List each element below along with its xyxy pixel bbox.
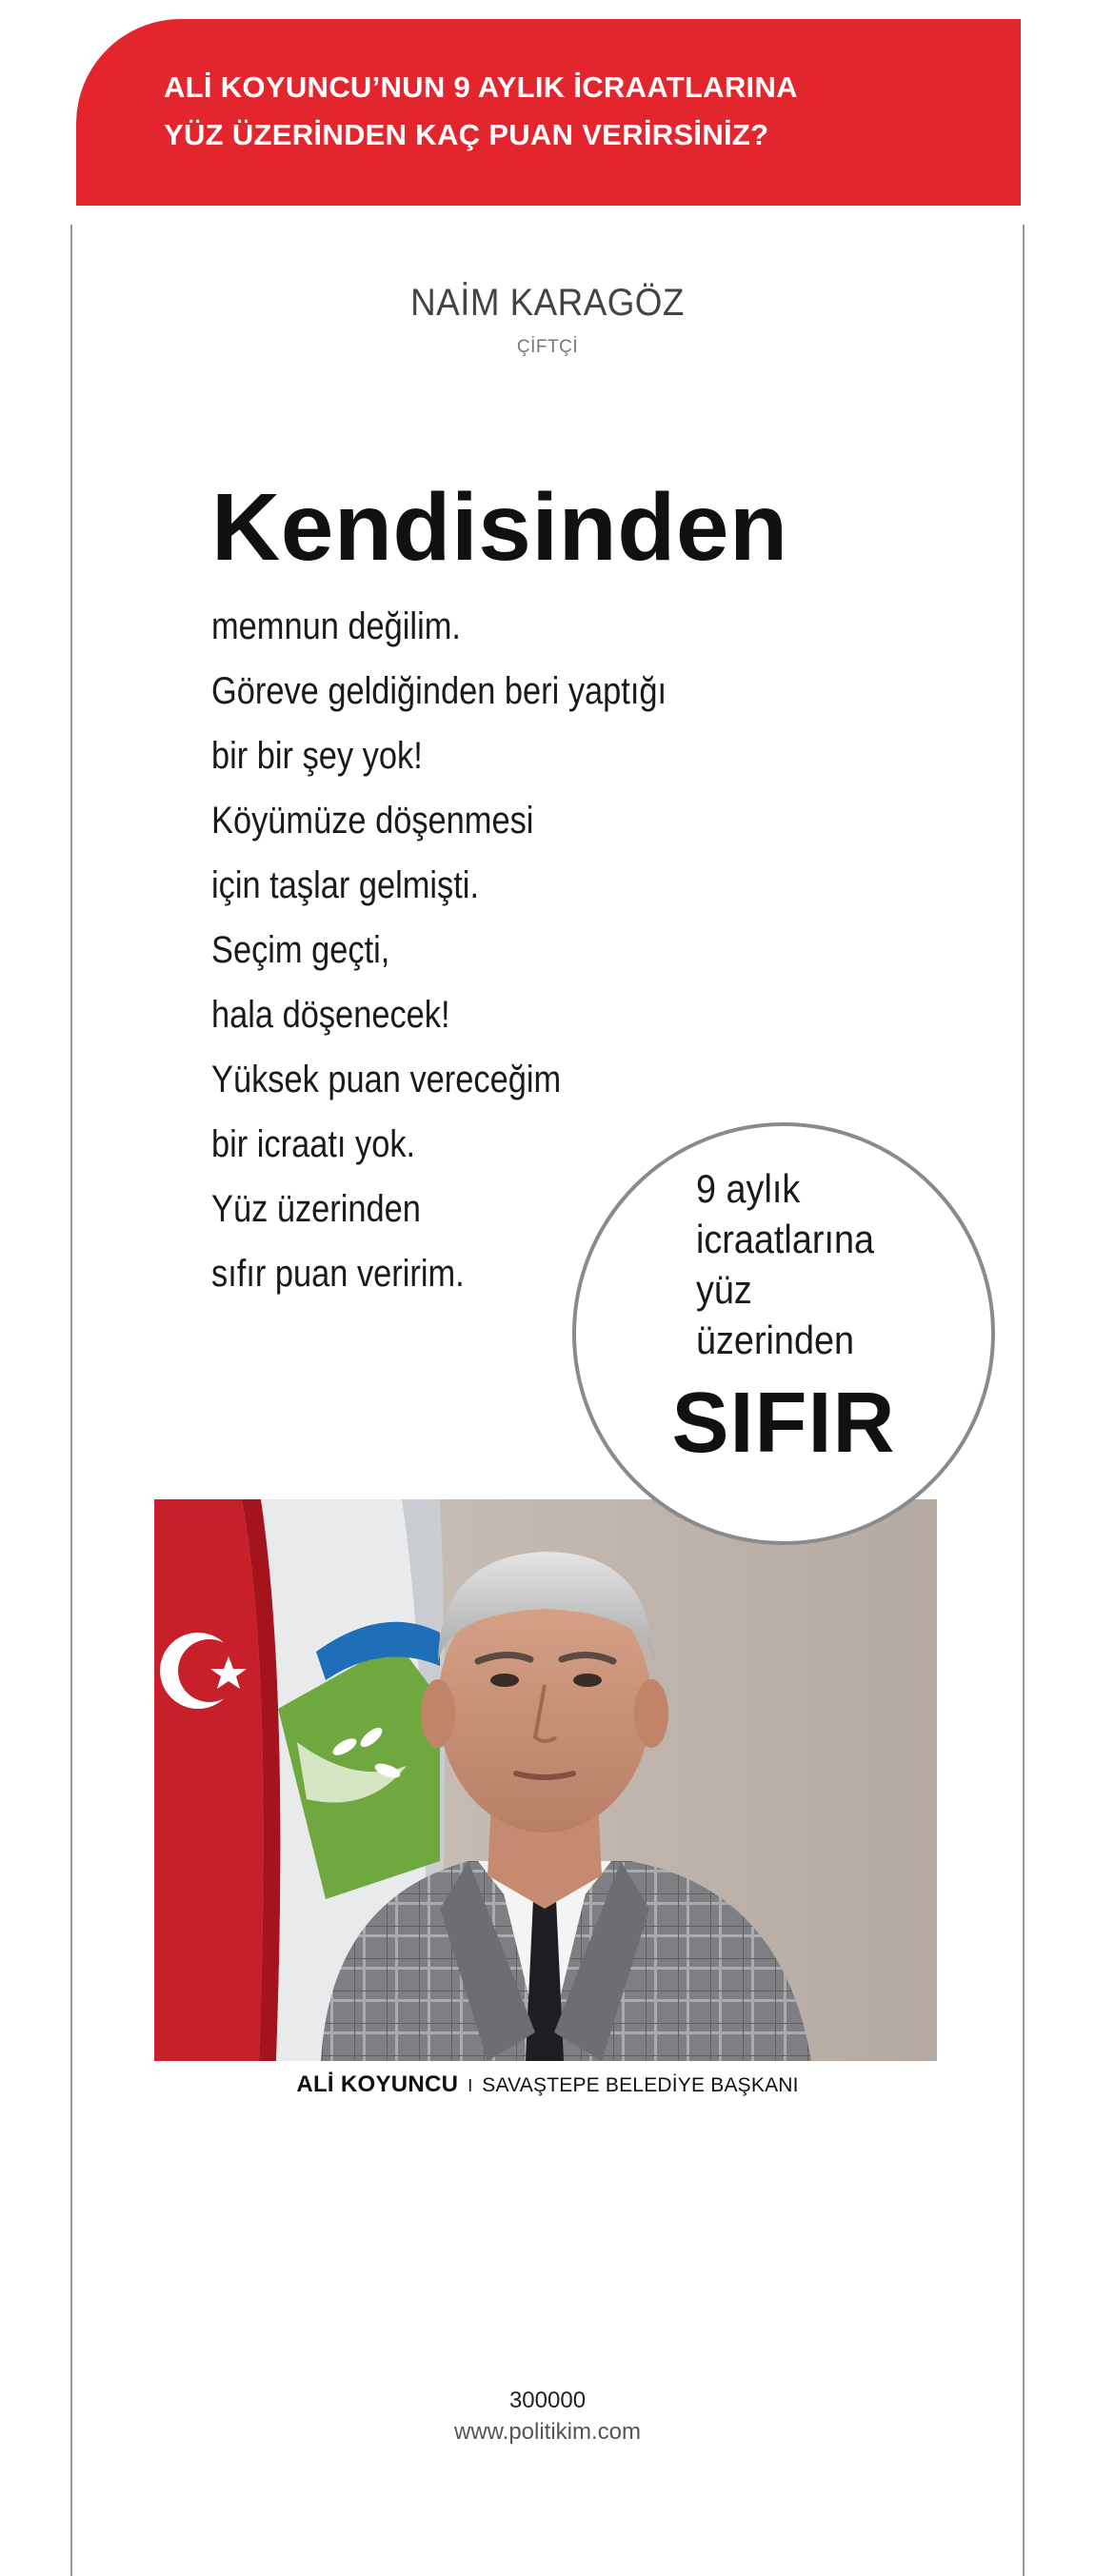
banner-question-line-1: ALİ KOYUNCU’NUN 9 AYLIK İCRAATLARINA — [164, 70, 798, 104]
banner-question-line-2: YÜZ ÜZERİNDEN KAÇ PUAN VERİRSİNİZ? — [164, 118, 769, 151]
quote-line: Göreve geldiğinden beri yaptığı — [211, 670, 667, 712]
portrait-illustration — [154, 1499, 937, 2061]
caption-person-name: ALİ KOYUNCU — [296, 2071, 459, 2097]
score-badge-line: yüz — [696, 1267, 752, 1312]
caption-separator: I — [468, 2076, 473, 2095]
caption-person-title: SAVAŞTEPE BELEDİYE BAŞKANI — [482, 2074, 799, 2096]
mayor-portrait-photo — [154, 1499, 937, 2061]
score-value: SIFIR — [671, 1376, 896, 1471]
author-name: NAİM KARAGÖZ — [410, 282, 685, 324]
author-role: ÇİFTÇİ — [516, 337, 579, 357]
footer-count: 300000 — [508, 2388, 587, 2413]
score-badge-line: icraatlarına — [696, 1217, 874, 1261]
footer-website: www.politikim.com — [453, 2419, 642, 2445]
quote-line: için taşlar gelmişti. — [211, 864, 480, 906]
quote-line: bir icraatı yok. — [211, 1123, 416, 1165]
quote-line: Seçim geçti, — [211, 929, 390, 971]
header-banner — [76, 19, 1021, 206]
quote-line: bir bir şey yok! — [211, 735, 423, 777]
quote-line: sıfır puan veririm. — [211, 1253, 465, 1295]
quote-line: Yüz üzerinden — [211, 1188, 421, 1230]
quote-line: hala döşenecek! — [211, 994, 450, 1036]
quote-line: memnun değilim. — [211, 605, 461, 647]
quote-line: Yüksek puan vereceğim — [211, 1059, 562, 1100]
score-badge — [572, 1122, 995, 1545]
score-badge-line: 9 aylık — [696, 1166, 801, 1211]
photo-caption — [0, 2071, 1095, 2098]
quote-line: Köyümüze döşenmesi — [211, 800, 534, 842]
quote-headline: Kendisinden — [211, 474, 788, 581]
score-badge-line: üzerinden — [696, 1318, 855, 1362]
